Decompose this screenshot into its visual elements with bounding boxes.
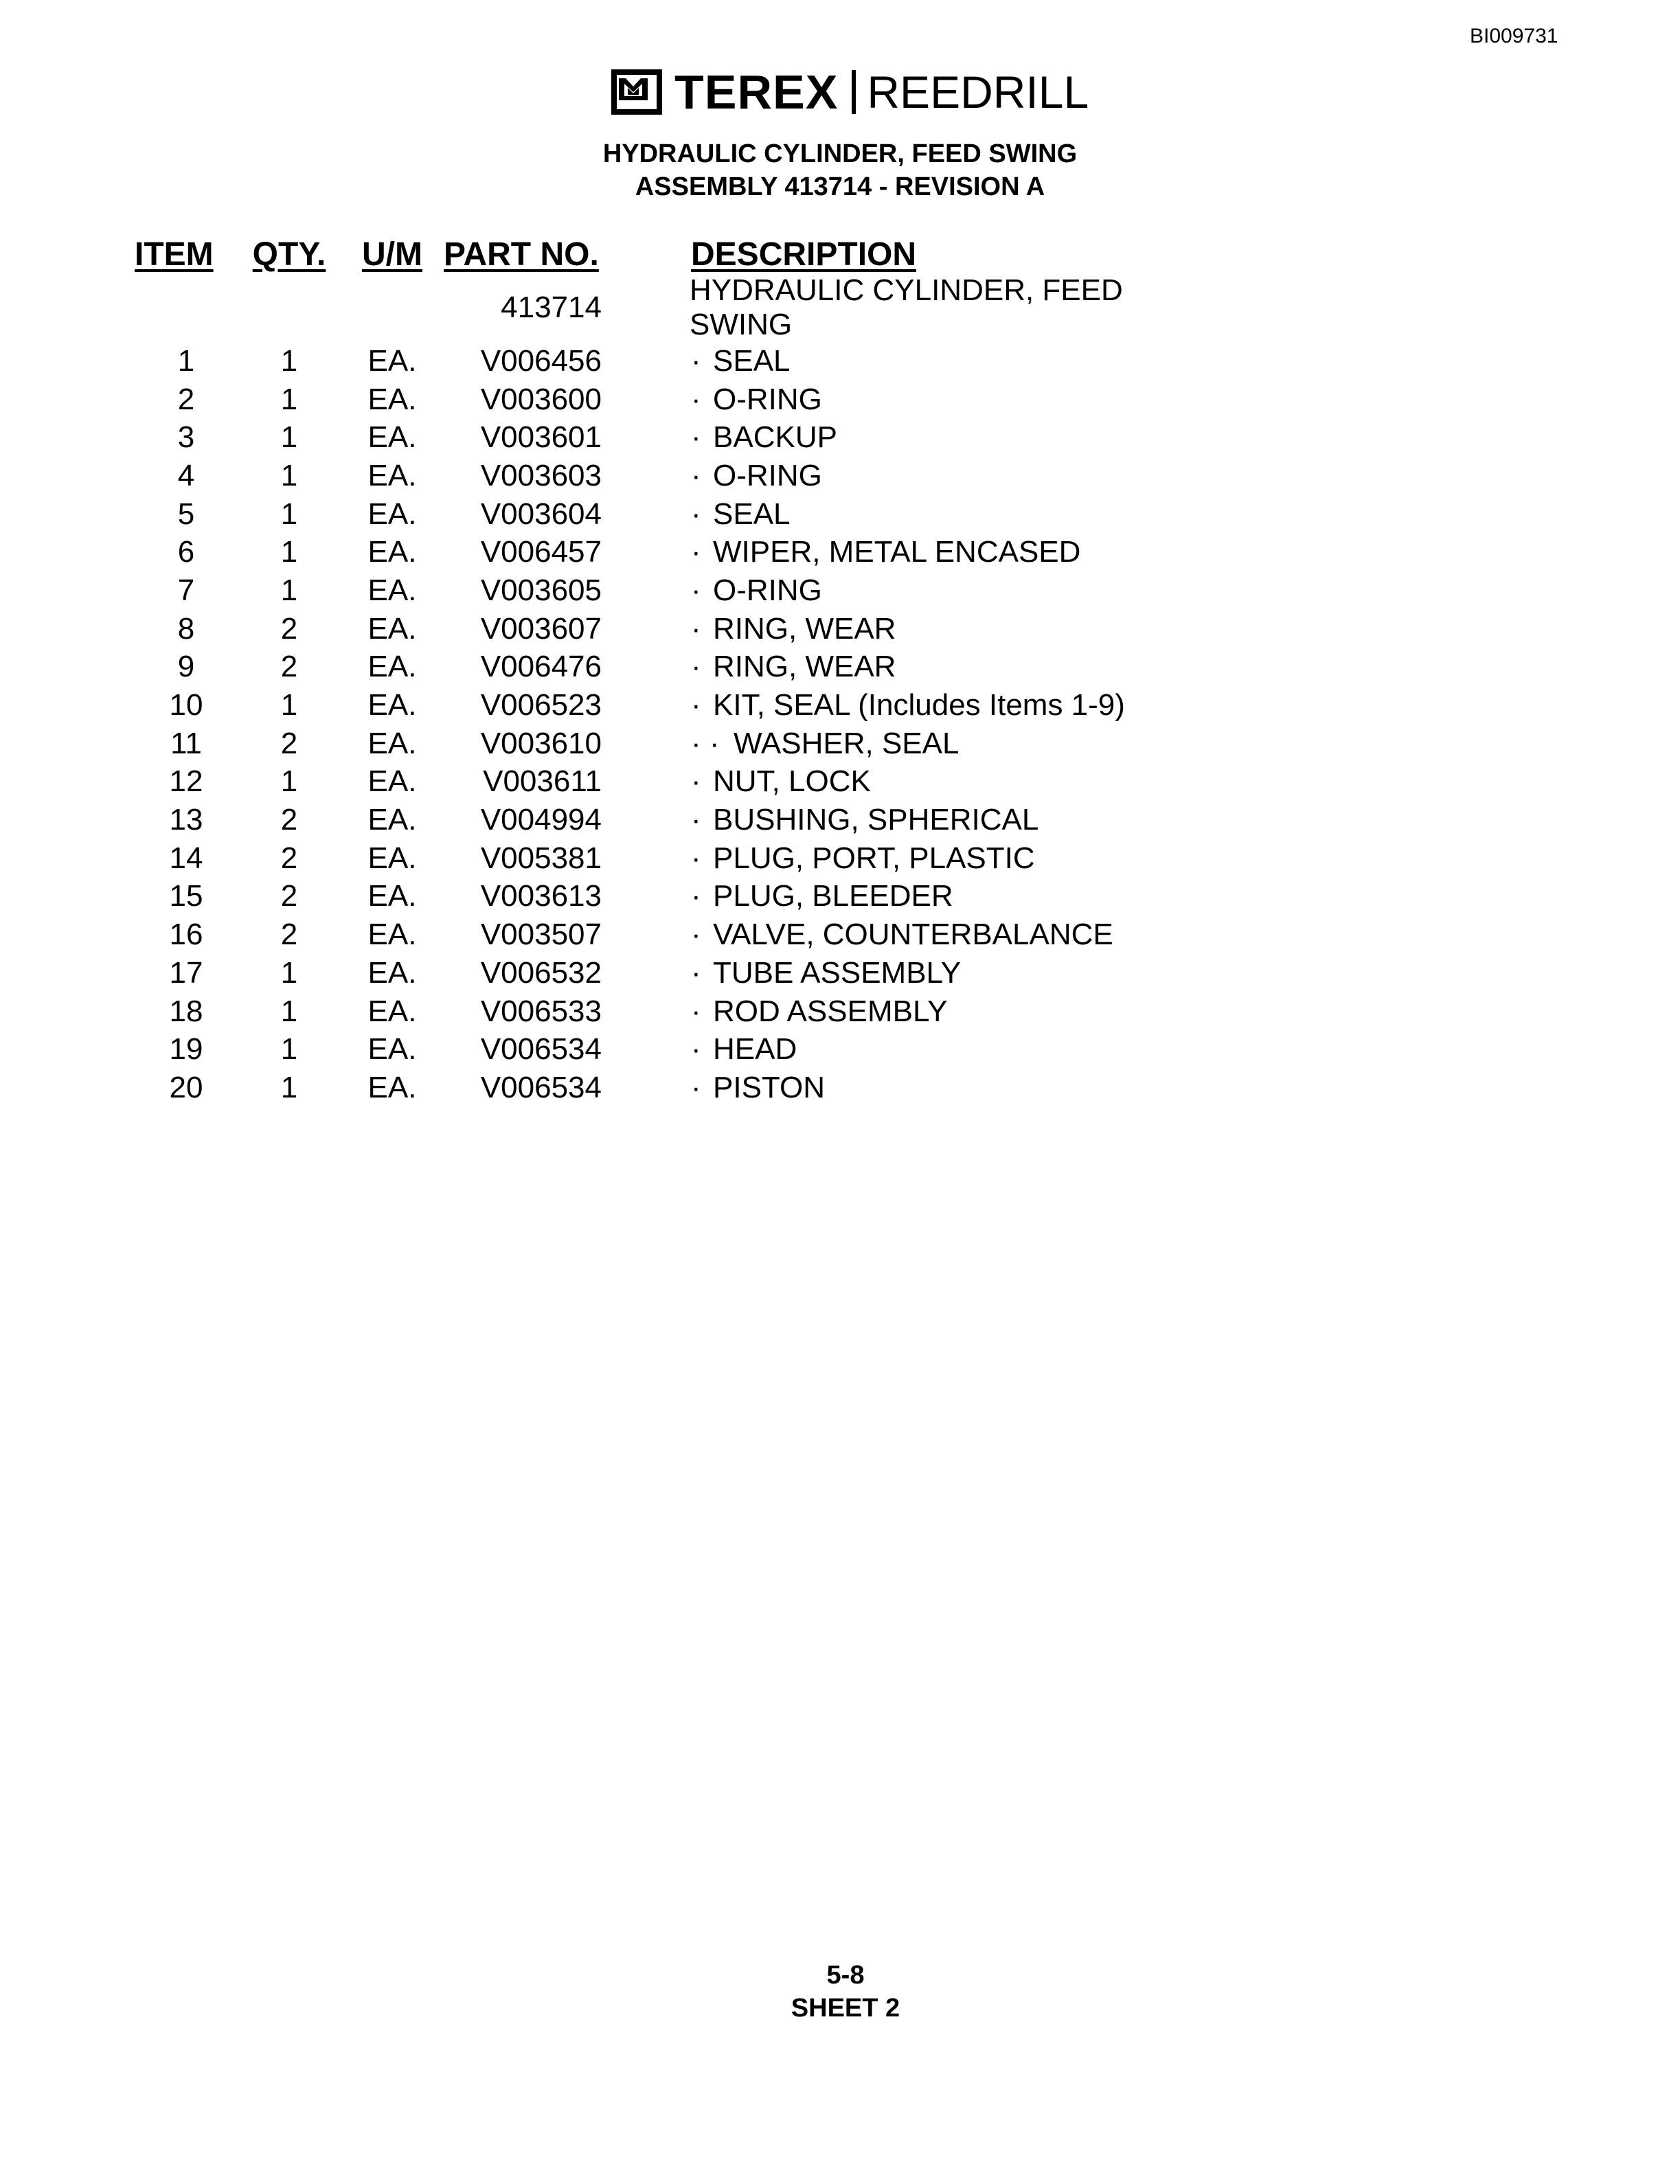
item-number: 19	[169, 1032, 203, 1067]
indent-bullet: ·	[691, 458, 701, 492]
description-text: PISTON	[713, 1070, 826, 1104]
quantity: 1	[280, 688, 298, 723]
unit-of-measure: EA.	[367, 611, 417, 646]
unit-of-measure: EA.	[367, 726, 417, 760]
indent-bullet: ·	[691, 497, 701, 531]
indent-bullet: ·	[691, 573, 701, 607]
indent-bullet: ·	[691, 420, 701, 455]
part-number: V003603	[480, 458, 602, 492]
indent-bullet: ·	[691, 879, 701, 913]
quantity: 1	[280, 382, 298, 416]
description-cell	[615, 571, 1227, 610]
item-number: 12	[169, 764, 203, 799]
table-row	[135, 380, 1227, 419]
description-text: ROD ASSEMBLY	[713, 994, 948, 1028]
unit-of-measure: EA.	[367, 420, 417, 455]
indent-bullet: ·	[691, 650, 701, 684]
table-row	[135, 1030, 1227, 1069]
page-number: 5-8	[826, 1961, 865, 1990]
unit-of-measure: EA.	[367, 803, 417, 837]
part-number: V006523	[480, 688, 602, 723]
table-row	[135, 533, 1227, 571]
description-text: BUSHING, SPHERICAL	[713, 803, 1039, 837]
table-row	[135, 801, 1227, 839]
header-part-no: PART NO.	[444, 236, 599, 273]
unit-of-measure: EA.	[367, 573, 417, 607]
parts-list-table	[135, 231, 1227, 1107]
description-cell	[615, 457, 1227, 495]
part-number: V003507	[480, 918, 602, 952]
part-number: V003601	[480, 420, 602, 455]
table-row	[135, 457, 1227, 495]
title-line-2: ASSEMBLY 413714 - REVISION A	[635, 172, 1045, 201]
table-row	[135, 839, 1227, 878]
quantity: 2	[280, 918, 298, 952]
quantity: 2	[280, 879, 298, 913]
part-number: V003613	[480, 879, 602, 913]
terex-emblem-icon	[611, 69, 662, 115]
indent-bullet: ·	[691, 1070, 701, 1104]
item-number: 14	[169, 841, 203, 875]
header-item: ITEM	[135, 236, 214, 273]
description-text: BACKUP	[713, 420, 837, 455]
indent-bullet: ·	[691, 841, 701, 875]
description-text: SEAL	[713, 343, 791, 378]
description-cell	[615, 1069, 1227, 1107]
description-cell	[615, 1030, 1227, 1069]
quantity: 1	[280, 497, 298, 531]
assembly-row	[135, 273, 1227, 342]
table-row	[135, 763, 1227, 801]
quantity: 1	[280, 1032, 298, 1067]
unit-of-measure: EA.	[367, 1032, 417, 1067]
description-text: NUT, LOCK	[713, 764, 871, 799]
item-number: 9	[177, 650, 195, 684]
quantity: 1	[280, 343, 298, 378]
part-number: V006534	[480, 1032, 602, 1067]
item-number: 13	[169, 803, 203, 837]
quantity: 2	[280, 650, 298, 684]
table-row	[135, 610, 1227, 648]
part-number: V003604	[480, 497, 602, 531]
table-row	[135, 648, 1227, 687]
item-number: 17	[169, 955, 203, 990]
item-number: 10	[169, 688, 203, 723]
description-cell	[615, 533, 1227, 571]
indent-bullet: ·	[691, 611, 701, 646]
item-number: 15	[169, 879, 203, 913]
table-header-row	[135, 231, 1227, 273]
unit-of-measure: EA.	[367, 497, 417, 531]
description-text: SEAL	[713, 497, 791, 531]
assembly-description: HYDRAULIC CYLINDER, FEED SWING	[690, 273, 1123, 341]
description-text: RING, WEAR	[713, 611, 896, 646]
terex-reedrill-logo	[611, 65, 1089, 120]
item-number: 8	[177, 611, 195, 646]
part-number: V003605	[480, 573, 602, 607]
quantity: 1	[280, 994, 298, 1028]
description-cell	[615, 954, 1227, 992]
unit-of-measure: EA.	[367, 764, 417, 799]
table-row	[135, 992, 1227, 1031]
quantity: 1	[280, 458, 298, 492]
table-row	[135, 495, 1227, 534]
unit-of-measure: EA.	[367, 918, 417, 952]
page-footer	[0, 1959, 1680, 2025]
indent-bullet: ·	[691, 382, 701, 416]
unit-of-measure: EA.	[367, 535, 417, 569]
table-row	[135, 954, 1227, 992]
part-number: V006476	[480, 650, 602, 684]
indent-bullet: · ·	[691, 726, 720, 760]
unit-of-measure: EA.	[367, 458, 417, 492]
description-text: KIT, SEAL (Includes Items 1-9)	[713, 688, 1125, 723]
quantity: 1	[280, 764, 298, 799]
item-number: 11	[170, 726, 202, 760]
indent-bullet: ·	[691, 1032, 701, 1067]
description-cell	[615, 418, 1227, 457]
item-number: 3	[177, 420, 195, 455]
description-cell	[615, 610, 1227, 648]
description-cell	[615, 763, 1227, 801]
part-number: V006533	[480, 994, 602, 1028]
logo-divider	[852, 70, 856, 114]
description-cell	[615, 801, 1227, 839]
part-number: V003611	[483, 764, 602, 799]
description-text: O-RING	[713, 573, 822, 607]
table-row	[135, 342, 1227, 380]
logo-product-text: REEDRILL	[867, 67, 1089, 117]
part-number: V004994	[480, 803, 602, 837]
quantity: 2	[280, 803, 298, 837]
item-number: 7	[177, 573, 195, 607]
description-cell	[615, 915, 1227, 954]
part-number: V005381	[480, 841, 602, 875]
description-cell	[615, 839, 1227, 878]
indent-bullet: ·	[691, 994, 701, 1028]
title-line-1: HYDRAULIC CYLINDER, FEED SWING	[602, 139, 1078, 168]
part-number: V003600	[480, 382, 602, 416]
item-number: 18	[169, 994, 203, 1028]
description-cell	[615, 992, 1227, 1031]
description-cell	[615, 380, 1227, 419]
unit-of-measure: EA.	[367, 955, 417, 990]
description-text: WASHER, SEAL	[734, 726, 960, 760]
part-number: V006534	[480, 1070, 602, 1104]
header-um: U/M	[362, 236, 422, 273]
description-text: VALVE, COUNTERBALANCE	[713, 918, 1113, 952]
quantity: 1	[280, 1070, 298, 1104]
description-cell	[615, 648, 1227, 687]
unit-of-measure: EA.	[367, 994, 417, 1028]
sheet-label: SHEET 2	[791, 1994, 900, 2023]
document-title	[0, 137, 1680, 203]
description-text: O-RING	[713, 382, 822, 416]
table-row	[135, 418, 1227, 457]
table-row	[135, 878, 1227, 916]
logo-brand-text: TEREX	[674, 65, 839, 119]
description-text: TUBE ASSEMBLY	[713, 955, 962, 990]
assembly-part-no: 413714	[501, 291, 602, 324]
item-number: 1	[177, 343, 195, 378]
unit-of-measure: EA.	[367, 343, 417, 378]
quantity: 2	[280, 611, 298, 646]
description-cell	[615, 878, 1227, 916]
indent-bullet: ·	[691, 688, 701, 723]
unit-of-measure: EA.	[367, 688, 417, 723]
description-cell	[615, 686, 1227, 725]
quantity: 2	[280, 726, 298, 760]
part-number: V003607	[480, 611, 602, 646]
indent-bullet: ·	[691, 764, 701, 799]
table-row	[135, 1069, 1227, 1107]
part-number: V003610	[480, 726, 602, 760]
description-text: WIPER, METAL ENCASED	[713, 535, 1081, 569]
description-text: O-RING	[713, 458, 822, 492]
item-number: 5	[177, 497, 195, 531]
quantity: 1	[280, 535, 298, 569]
document-id: BI009731	[1470, 25, 1558, 47]
header-description: DESCRIPTION	[691, 236, 917, 273]
quantity: 2	[280, 841, 298, 875]
indent-bullet: ·	[691, 803, 701, 837]
item-number: 6	[177, 535, 195, 569]
description-text: PLUG, BLEEDER	[713, 879, 953, 913]
unit-of-measure: EA.	[367, 1070, 417, 1104]
table-row	[135, 686, 1227, 725]
description-cell	[615, 342, 1227, 380]
part-number: V006532	[480, 955, 602, 990]
unit-of-measure: EA.	[367, 382, 417, 416]
table-row	[135, 725, 1227, 763]
quantity: 1	[280, 420, 298, 455]
indent-bullet: ·	[691, 535, 701, 569]
item-number: 16	[169, 918, 203, 952]
quantity: 1	[280, 955, 298, 990]
description-cell	[615, 495, 1227, 534]
table-row	[135, 571, 1227, 610]
indent-bullet: ·	[691, 918, 701, 952]
description-text: RING, WEAR	[713, 650, 896, 684]
header-qty: QTY.	[252, 236, 326, 273]
indent-bullet: ·	[691, 955, 701, 990]
unit-of-measure: EA.	[367, 650, 417, 684]
unit-of-measure: EA.	[367, 841, 417, 875]
part-number: V006457	[480, 535, 602, 569]
quantity: 1	[280, 573, 298, 607]
description-text: HEAD	[713, 1032, 797, 1067]
part-number: V006456	[480, 343, 602, 378]
indent-bullet: ·	[691, 343, 701, 378]
unit-of-measure: EA.	[367, 879, 417, 913]
item-number: 4	[177, 458, 195, 492]
description-cell	[615, 725, 1227, 763]
item-number: 2	[177, 382, 195, 416]
table-row	[135, 915, 1227, 954]
description-text: PLUG, PORT, PLASTIC	[713, 841, 1035, 875]
item-number: 20	[169, 1070, 203, 1104]
